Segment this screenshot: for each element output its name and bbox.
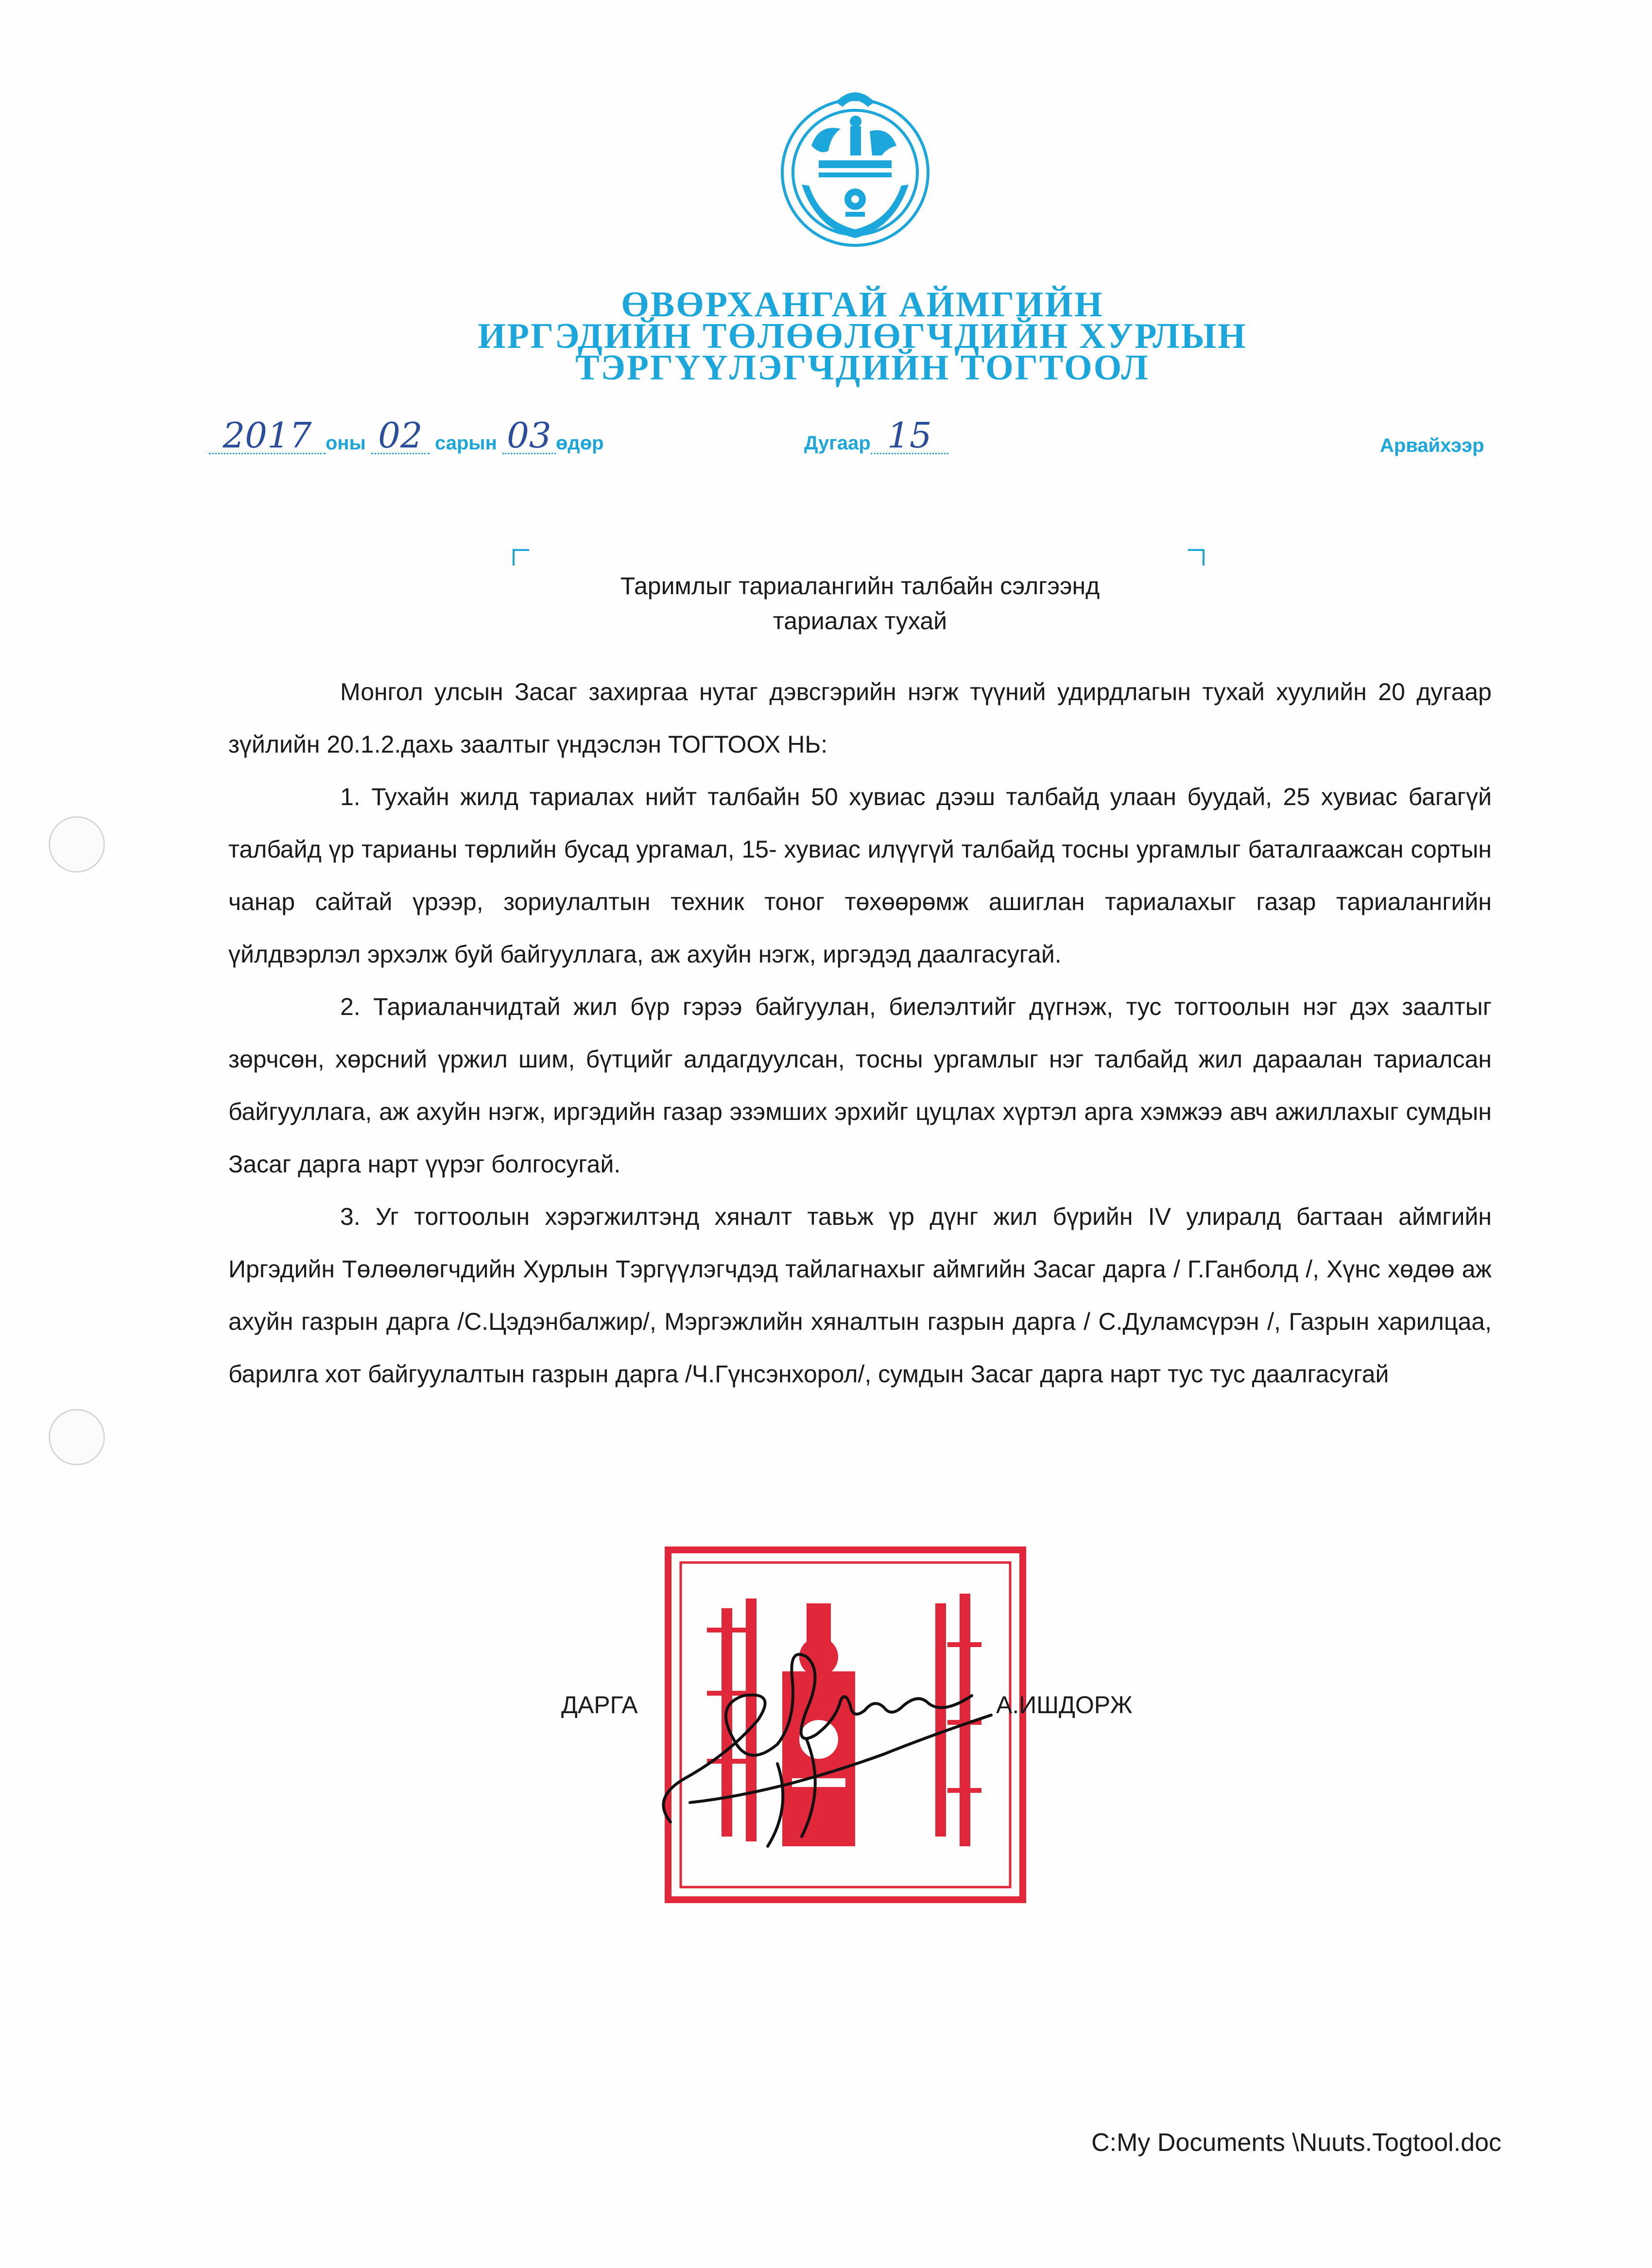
- resolution-body: [228, 666, 1492, 1400]
- subject-line-1: Таримлыг тариалангийн талбайн сэлгээнд: [620, 572, 1100, 600]
- heading-line-2: ИРГЭДИЙН ТӨЛӨӨЛӨГЧДИЙН ХУРЛЫН: [478, 316, 1247, 356]
- file-path-footer: C:My Documents \Nuuts.Togtool.doc: [1091, 2129, 1501, 2157]
- date-field: [209, 415, 604, 456]
- subject-bracket-right: [1188, 549, 1205, 566]
- place-name: Арвайхээр: [1380, 435, 1484, 456]
- signatory-role: ДАРГА: [561, 1691, 638, 1718]
- punch-hole-bottom: [49, 1409, 105, 1465]
- subject-title: [486, 568, 1234, 638]
- state-emblem-icon: [773, 83, 938, 267]
- punch-hole-top: [49, 816, 105, 873]
- heading-line-3: ТЭРГҮҮЛЭГЧДИЙН ТОГТООЛ: [575, 348, 1150, 388]
- preamble-paragraph: Монгол улсын Засаг захиргаа нутаг дэвсгэрийн нэгж түүний удирдлагын тухай хуулийн 20 дугаар зүйлийн 20.1.2.дахь заалтыг үндэслэн ТОГТООХ НЬ:: [228, 678, 1492, 758]
- number-value: 15: [871, 418, 948, 454]
- handwritten-signature: [632, 1594, 1011, 1866]
- item-2-paragraph: 2. Тариаланчидтай жил бүр гэрээ байгуулан, биелэлтийг дүгнэж, тус тогтоолын нэг дэх заалтыг зөрчсөн, хөрсний үржил шим, бүтцийг алдагдуулсан, тосны ургамлыг нэг талбайд жил дараалан тариалсан байгууллага, аж ахуйн нэгж, иргэдийн газар эзэмших эрхийг цуцлах хүртэл арга хэмжээ авч ажиллахыг сумдын Засаг дарга нарт үүрэг болгосугай.: [228, 993, 1492, 1178]
- heading-line-1: ӨВӨРХАНГАЙ АЙМГИЙН: [621, 285, 1104, 325]
- subject-line-2: тариалах тухай: [773, 607, 947, 635]
- item-1-paragraph: 1. Тухайн жилд тариалах нийт талбайн 50 хувиас дээш талбайд улаан буудай, 25 хувиас багагүй талбайд үр тарианы төрлийн бусад ургамал, 15- хувиас илүүгүй талбайд тосны ургамлыг баталгаажсан сортын чанар сайтай үрээр, зориулалтын техник тоног төхөөрөмж ашиглан тариалахыг газар тариалангийн үйлдвэрлэл эрхэлж буй байгууллага, аж ахуйн нэгж, иргэдэд даалгасугай.: [228, 783, 1492, 968]
- month-value: 02: [371, 418, 430, 454]
- year-label: оны: [326, 432, 366, 454]
- year-value: 2017: [209, 418, 326, 454]
- number-field: [804, 415, 948, 456]
- number-label: Дугаар: [804, 432, 871, 454]
- item-3-paragraph: 3. Уг тогтоолын хэрэгжилтэнд хяналт тавьж үр дүнг жил бүрийн IV улиралд багтаан аймгийн Иргэдийн Төлөөлөгчдийн Хурлын Тэргүүлэгчдэд тайлагнахыг аймгийн Засаг дарга / Г.Ганболд /, Хүнс хөдөө аж ахуйн газрын дарга /С.Цэдэнбалжир/, Мэргэжлийн хяналтын газрын дарга / С.Дуламсүрэн /, Газрын харилцаа, барилга хот байгуулалтын газрын дарга /Ч.Гүнсэнхорол/, сумдын Засаг дарга нарт тус тус даалгасугай: [228, 1203, 1492, 1388]
- month-label: сарын: [435, 432, 497, 454]
- subject-bracket-left: [513, 549, 529, 566]
- day-label: өдөр: [555, 432, 604, 454]
- day-value: 03: [502, 418, 556, 454]
- signatory-name: А.ИШДОРЖ: [996, 1691, 1133, 1718]
